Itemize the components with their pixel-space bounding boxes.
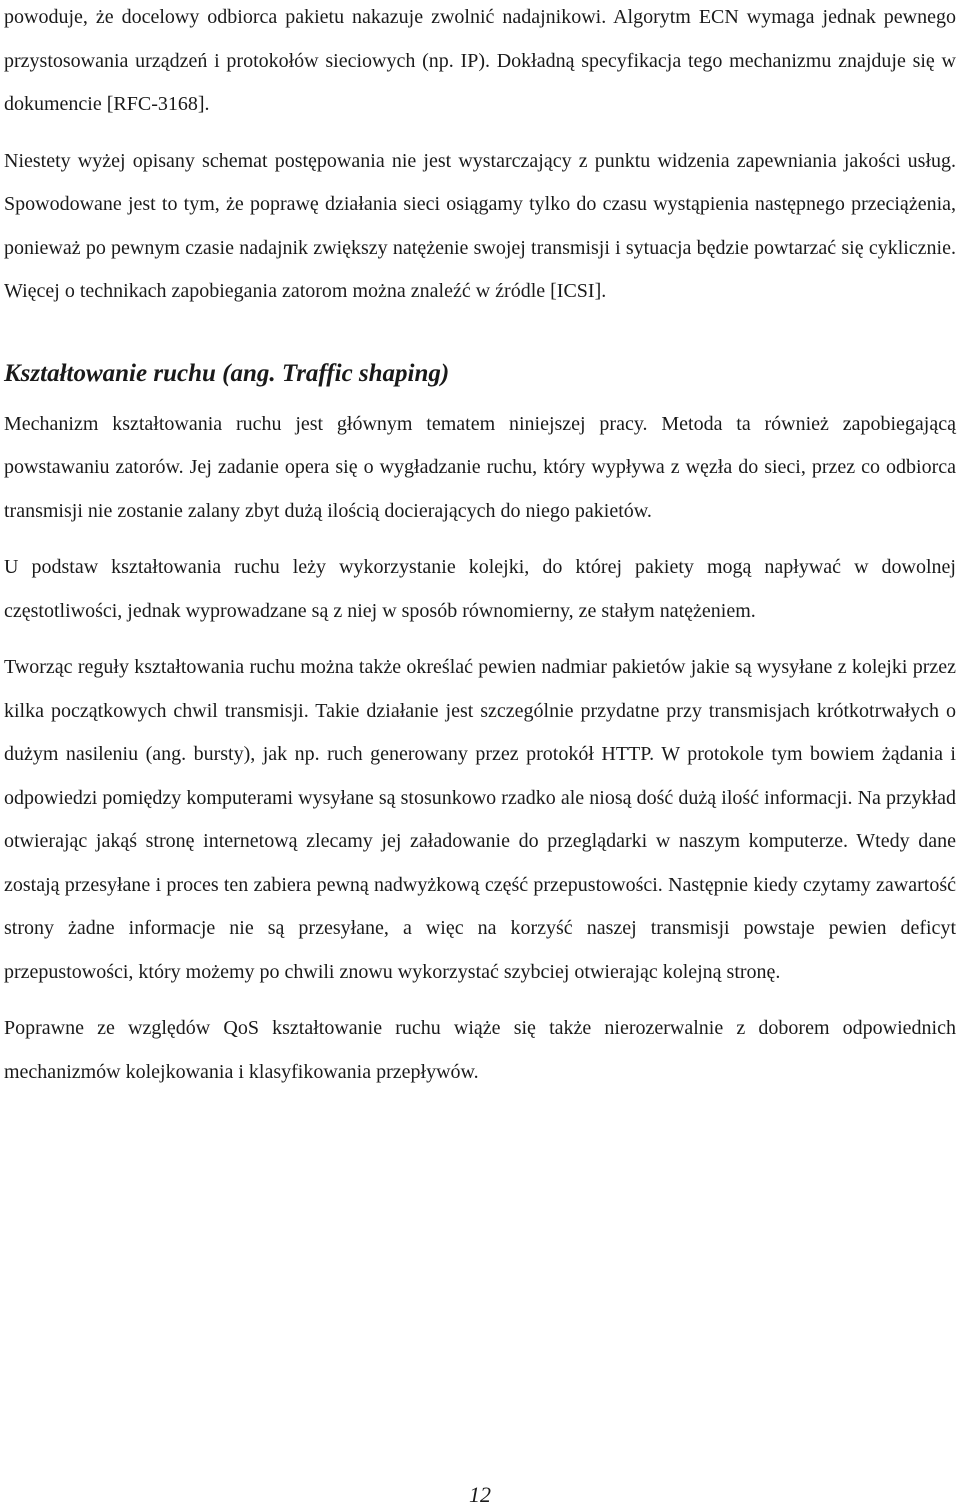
paragraph-burst-rules: Tworząc reguły kształtowania ruchu można także określać pewien nadmiar pakietów jakie są wysyłane z kolejki przez kilka początkowych chwil transmisji. Takie działanie jest szczególnie przydatne przy transmisjach krótkotrwałych o dużym nasileniu (ang. bursty), jak np. ruch generowany przez protokół HTTP. W protokole tym bowiem żądania i odpowiedzi pomiędzy komputerami wysyłane są stosunkowo rzadko ale niosą dość dużą ilość informacji. Na przykład otwierając jakąś stronę internetową zlecamy jej załadowanie do przeglądarki w naszym komputerze. Wtedy dane zostają przesyłane i proces ten zabiera pewną nadwyżkową część przepustowości. Następnie kiedy czytamy zawartość strony żadne informacje nie są przesyłane, a więc na korzyść naszej transmisji powstaje pewien deficyt przepustowości, który możemy po chwili znowu wykorzystać szybciej otwierając kolejną stronę. — [4, 656, 956, 983]
paragraph-ecn-spec: powoduje, że docelowy odbiorca pakietu nakazuje zwolnić nadajnikowi. Algorytm ECN wymaga jednak pewnego przystosowania urządzeń i protokołów sieciowych (np. IP). Dokładną specyfikacja tego mechanizmu znajduje się w dokumencie [RFC-3168]. — [4, 6, 956, 115]
page-number: 12 — [469, 1482, 491, 1507]
paragraph-queue-basis: U podstaw kształtowania ruchu leży wykorzystanie kolejki, do której pakiety mogą napływać w dowolnej częstotliwości, jednak wyprowadzane są z niej w sposób równomierny, ze stałym natężeniem. — [4, 556, 956, 622]
paragraph-congestion-limits: Niestety wyżej opisany schemat postępowania nie jest wystarczający z punktu widzenia zapewniania jakości usług. Spowodowane jest to tym, że poprawę działania sieci osiągamy tylko do czasu wystąpienia następnego przeciążenia, ponieważ po pewnym czasie nadajnik zwiększy natężenie swojej transmisji i sytuacja będzie powtarzać się cyklicznie. Więcej o technikach zapobiegania zatorom można znaleźć w źródle [ICSI]. — [4, 149, 956, 302]
paragraph-qos-queueing: Poprawne ze względów QoS kształtowanie ruchu wiąże się także nierozerwalnie z doborem odpowiednich mechanizmów kolejkowania i klasyfikowania przepływów. — [4, 1017, 956, 1083]
paragraph-shaping-intro: Mechanizm kształtowania ruchu jest głównym tematem niniejszej pracy. Metoda ta również zapobiegającą powstawaniu zatorów. Jej zadanie opera się o wygładzanie ruchu, który wypływa z węzła do sieci, przez co odbiorca transmisji nie zostanie zalany zbyt dużą ilością docierających do niego pakietów. — [4, 412, 956, 522]
document-page — [4, 0, 956, 1094]
section-heading-traffic-shaping: Kształtowanie ruchu (ang. Traffic shaping) — [4, 359, 450, 387]
